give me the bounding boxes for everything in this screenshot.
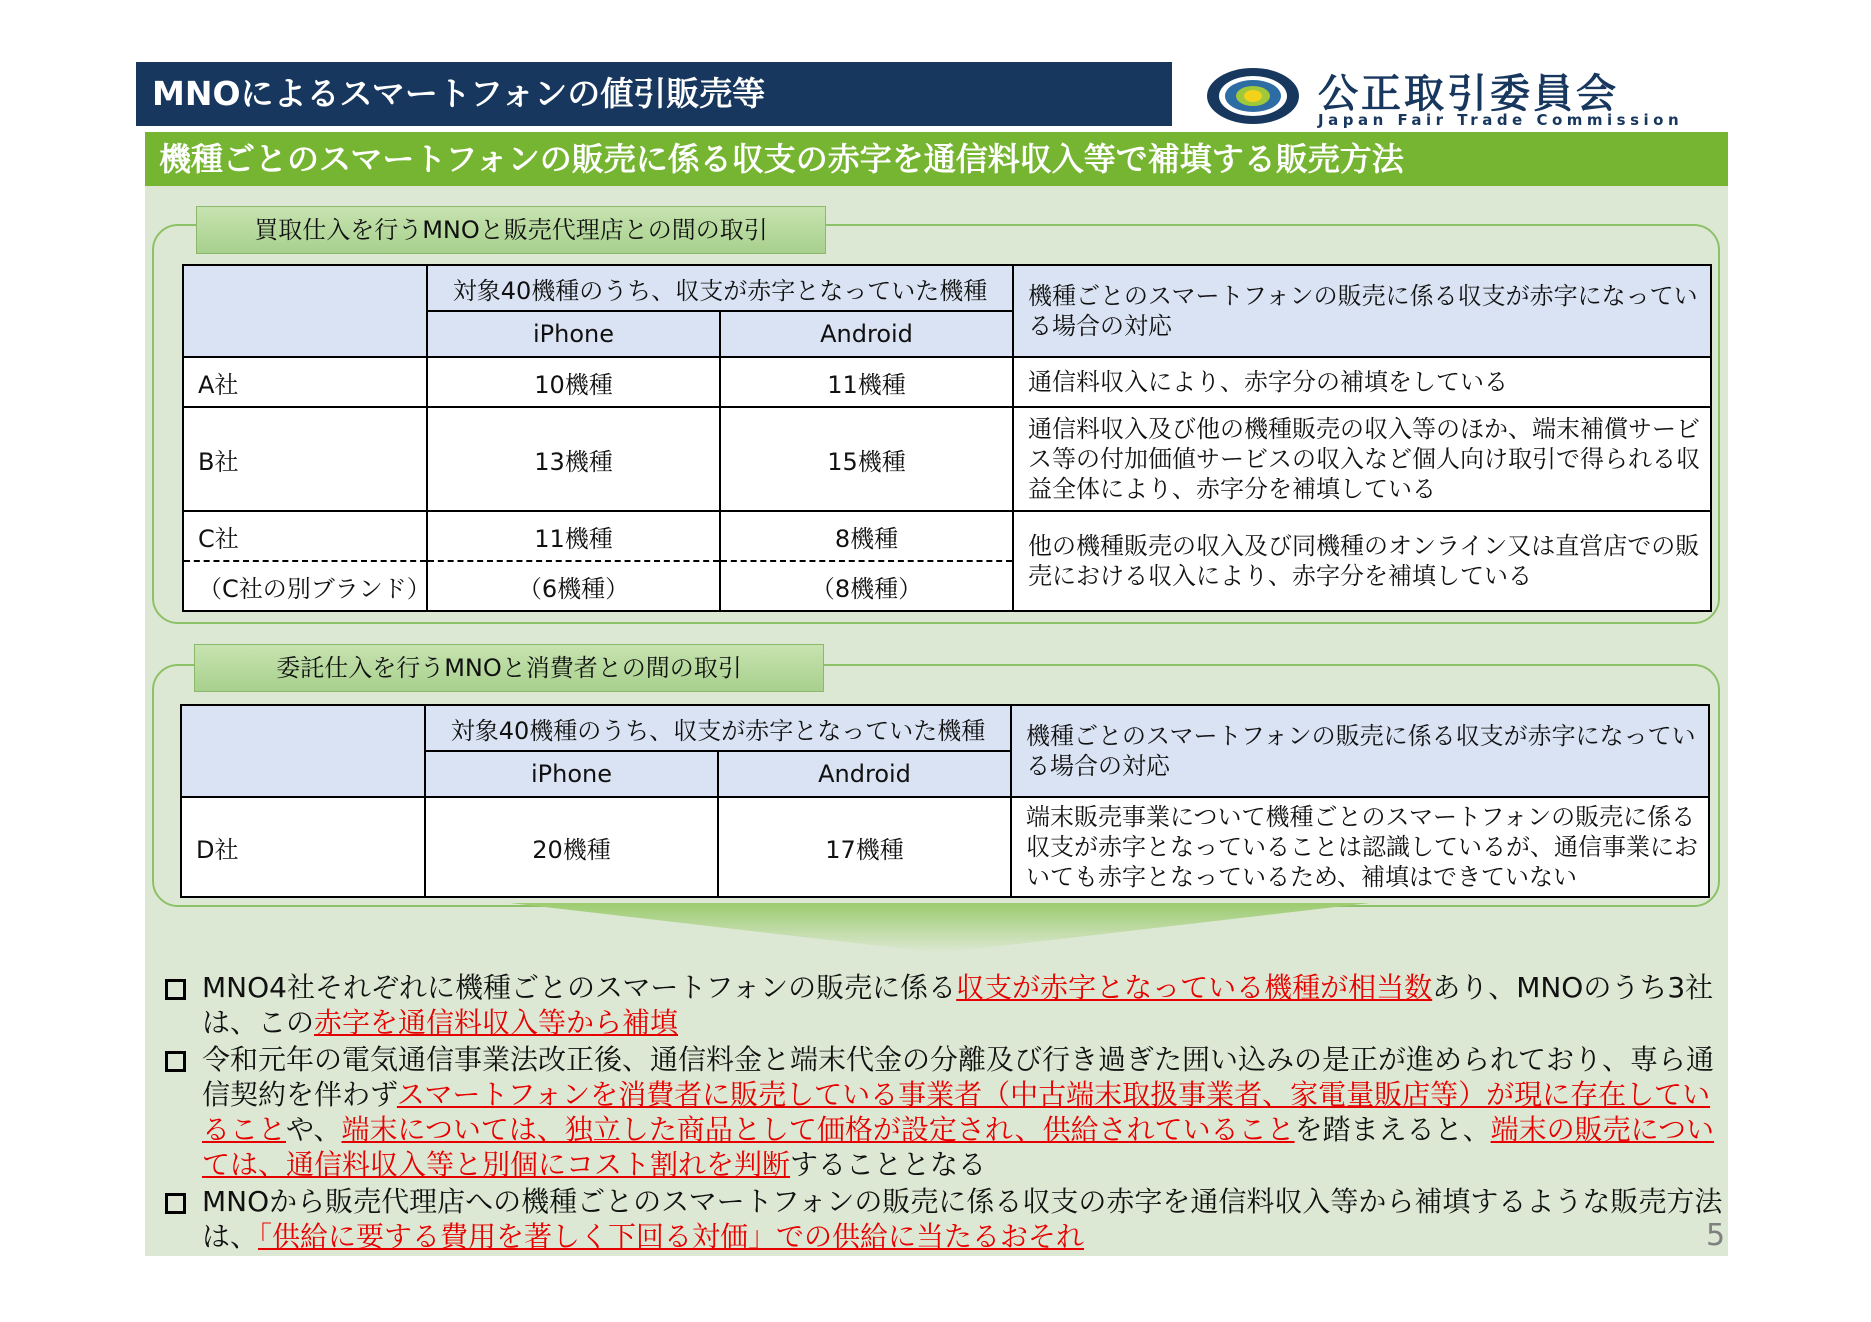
company-sub-brand-cell: （C社の別ブランド） — [183, 561, 427, 611]
android-count-cell: 17機種 — [718, 797, 1011, 897]
company-cell: B社 — [183, 407, 427, 511]
header-group-cell: 対象40機種のうち、収支が赤字となっていた機種 — [425, 705, 1011, 751]
android-count-cell: 15機種 — [720, 407, 1013, 511]
bullet-text: MNOから販売代理店への機種ごとのスマートフォンの販売に係る収支の赤字を通信料収入等から補填するような販売方法は、 — [202, 1185, 1723, 1253]
bullet-highlight: 収支が赤字となっている機種が相当数 — [956, 971, 1433, 1004]
conclusion-list — [165, 970, 1725, 1256]
jftc-logo — [1205, 62, 1705, 130]
header-iphone-cell: iPhone — [427, 311, 720, 357]
header-response-cell: 機種ごとのスマートフォンの販売に係る収支が赤字になっている場合の対応 — [1011, 705, 1709, 797]
bullet-highlight: 端末については、独立した商品として価格が設定され、供給されていること — [341, 1113, 1295, 1146]
response-cell: 他の機種販売の収入及び同機種のオンライン又は直営店での販売における収入により、赤字分を補填している — [1013, 511, 1711, 611]
page-title: MNOによるスマートフォンの値引販売等 — [136, 62, 1172, 126]
header-iphone-cell: iPhone — [425, 751, 718, 797]
bullet-highlight: 「供給に要する費用を著しく下回る対価」での供給に当たるおそれ — [258, 1220, 1085, 1253]
list-item — [165, 1042, 1725, 1182]
bullet-text: 令和元年の電気通信事業法改正後、通信料金と端末代金の分離及び行き過ぎた囲い込みの是正が進められており、専ら通信契約を伴わず — [202, 1043, 1715, 1111]
bullet-text: や、 — [286, 1113, 342, 1146]
section2-label: 委託仕入を行うMNOと消費者との間の取引 — [194, 644, 824, 692]
header-group-cell: 対象40機種のうち、収支が赤字となっていた機種 — [427, 265, 1013, 311]
bullet-text: することとなる — [790, 1148, 987, 1181]
android-count-cell: （8機種） — [720, 561, 1013, 611]
table-row — [183, 357, 1711, 407]
section1-table — [182, 264, 1712, 612]
logo-name-jp: 公正取引委員会 — [1318, 71, 1619, 117]
company-cell: A社 — [183, 357, 427, 407]
table-row — [181, 797, 1709, 897]
bullet-square-icon — [165, 979, 186, 1000]
response-cell: 通信料収入及び他の機種販売の収入等のほか、端末補償サービス等の付加価値サービスの収入など個人向け取引で得られる収益全体により、赤字分を補填している — [1013, 407, 1711, 511]
header-response-cell: 機種ごとのスマートフォンの販売に係る収支が赤字になっている場合の対応 — [1013, 265, 1711, 357]
table-corner-cell — [181, 705, 425, 797]
page-subtitle: 機種ごとのスマートフォンの販売に係る収支の赤字を通信料収入等で補填する販売方法 — [145, 132, 1728, 186]
bullet-highlight: スマートフォンを消費者に販売している事業者（中古端末取扱事業者、家電量販店等）が現に存在していること — [202, 1078, 1711, 1146]
android-count-cell: 8機種 — [720, 511, 1013, 561]
android-count-cell: 11機種 — [720, 357, 1013, 407]
bullet-square-icon — [165, 1051, 186, 1072]
iphone-count-cell: 11機種 — [427, 511, 720, 561]
iphone-count-cell: （6機種） — [427, 561, 720, 611]
header-android-cell: Android — [720, 311, 1013, 357]
table-row — [183, 511, 1711, 561]
iphone-count-cell: 20機種 — [425, 797, 718, 897]
company-cell: D社 — [181, 797, 425, 897]
table-corner-cell — [183, 265, 427, 357]
bullet-text: を踏まえると、 — [1294, 1113, 1491, 1146]
bullet-text: MNO4社それぞれに機種ごとのスマートフォンの販売に係る — [202, 971, 957, 1004]
page-number: 5 — [1706, 1218, 1726, 1253]
iphone-count-cell: 10機種 — [427, 357, 720, 407]
section2-table — [180, 704, 1710, 898]
bullet-text: あり、MNOのうち3社は、この — [202, 971, 1714, 1039]
response-cell: 端末販売事業について機種ごとのスマートフォンの販売に係る収支が赤字となっていることは認識しているが、通信事業においても赤字となっているため、補填はできていない — [1011, 797, 1709, 897]
section1-label: 買取仕入を行うMNOと販売代理店との間の取引 — [196, 206, 826, 254]
jftc-emblem-icon — [1205, 66, 1301, 126]
bullet-square-icon — [165, 1193, 186, 1214]
logo-name-en: Japan Fair Trade Commission — [1318, 111, 1684, 129]
list-item — [165, 970, 1725, 1040]
bullet-highlight: 端末の販売については、通信料収入等と別個にコスト割れを判断 — [202, 1113, 1715, 1181]
response-cell: 通信料収入により、赤字分の補填をしている — [1013, 357, 1711, 407]
header-android-cell: Android — [718, 751, 1011, 797]
table-row — [183, 407, 1711, 511]
bullet-highlight: 赤字を通信料収入等から補填 — [314, 1006, 679, 1039]
company-cell: C社 — [183, 511, 427, 561]
down-arrow-icon — [510, 903, 1370, 953]
list-item — [165, 1184, 1725, 1254]
iphone-count-cell: 13機種 — [427, 407, 720, 511]
